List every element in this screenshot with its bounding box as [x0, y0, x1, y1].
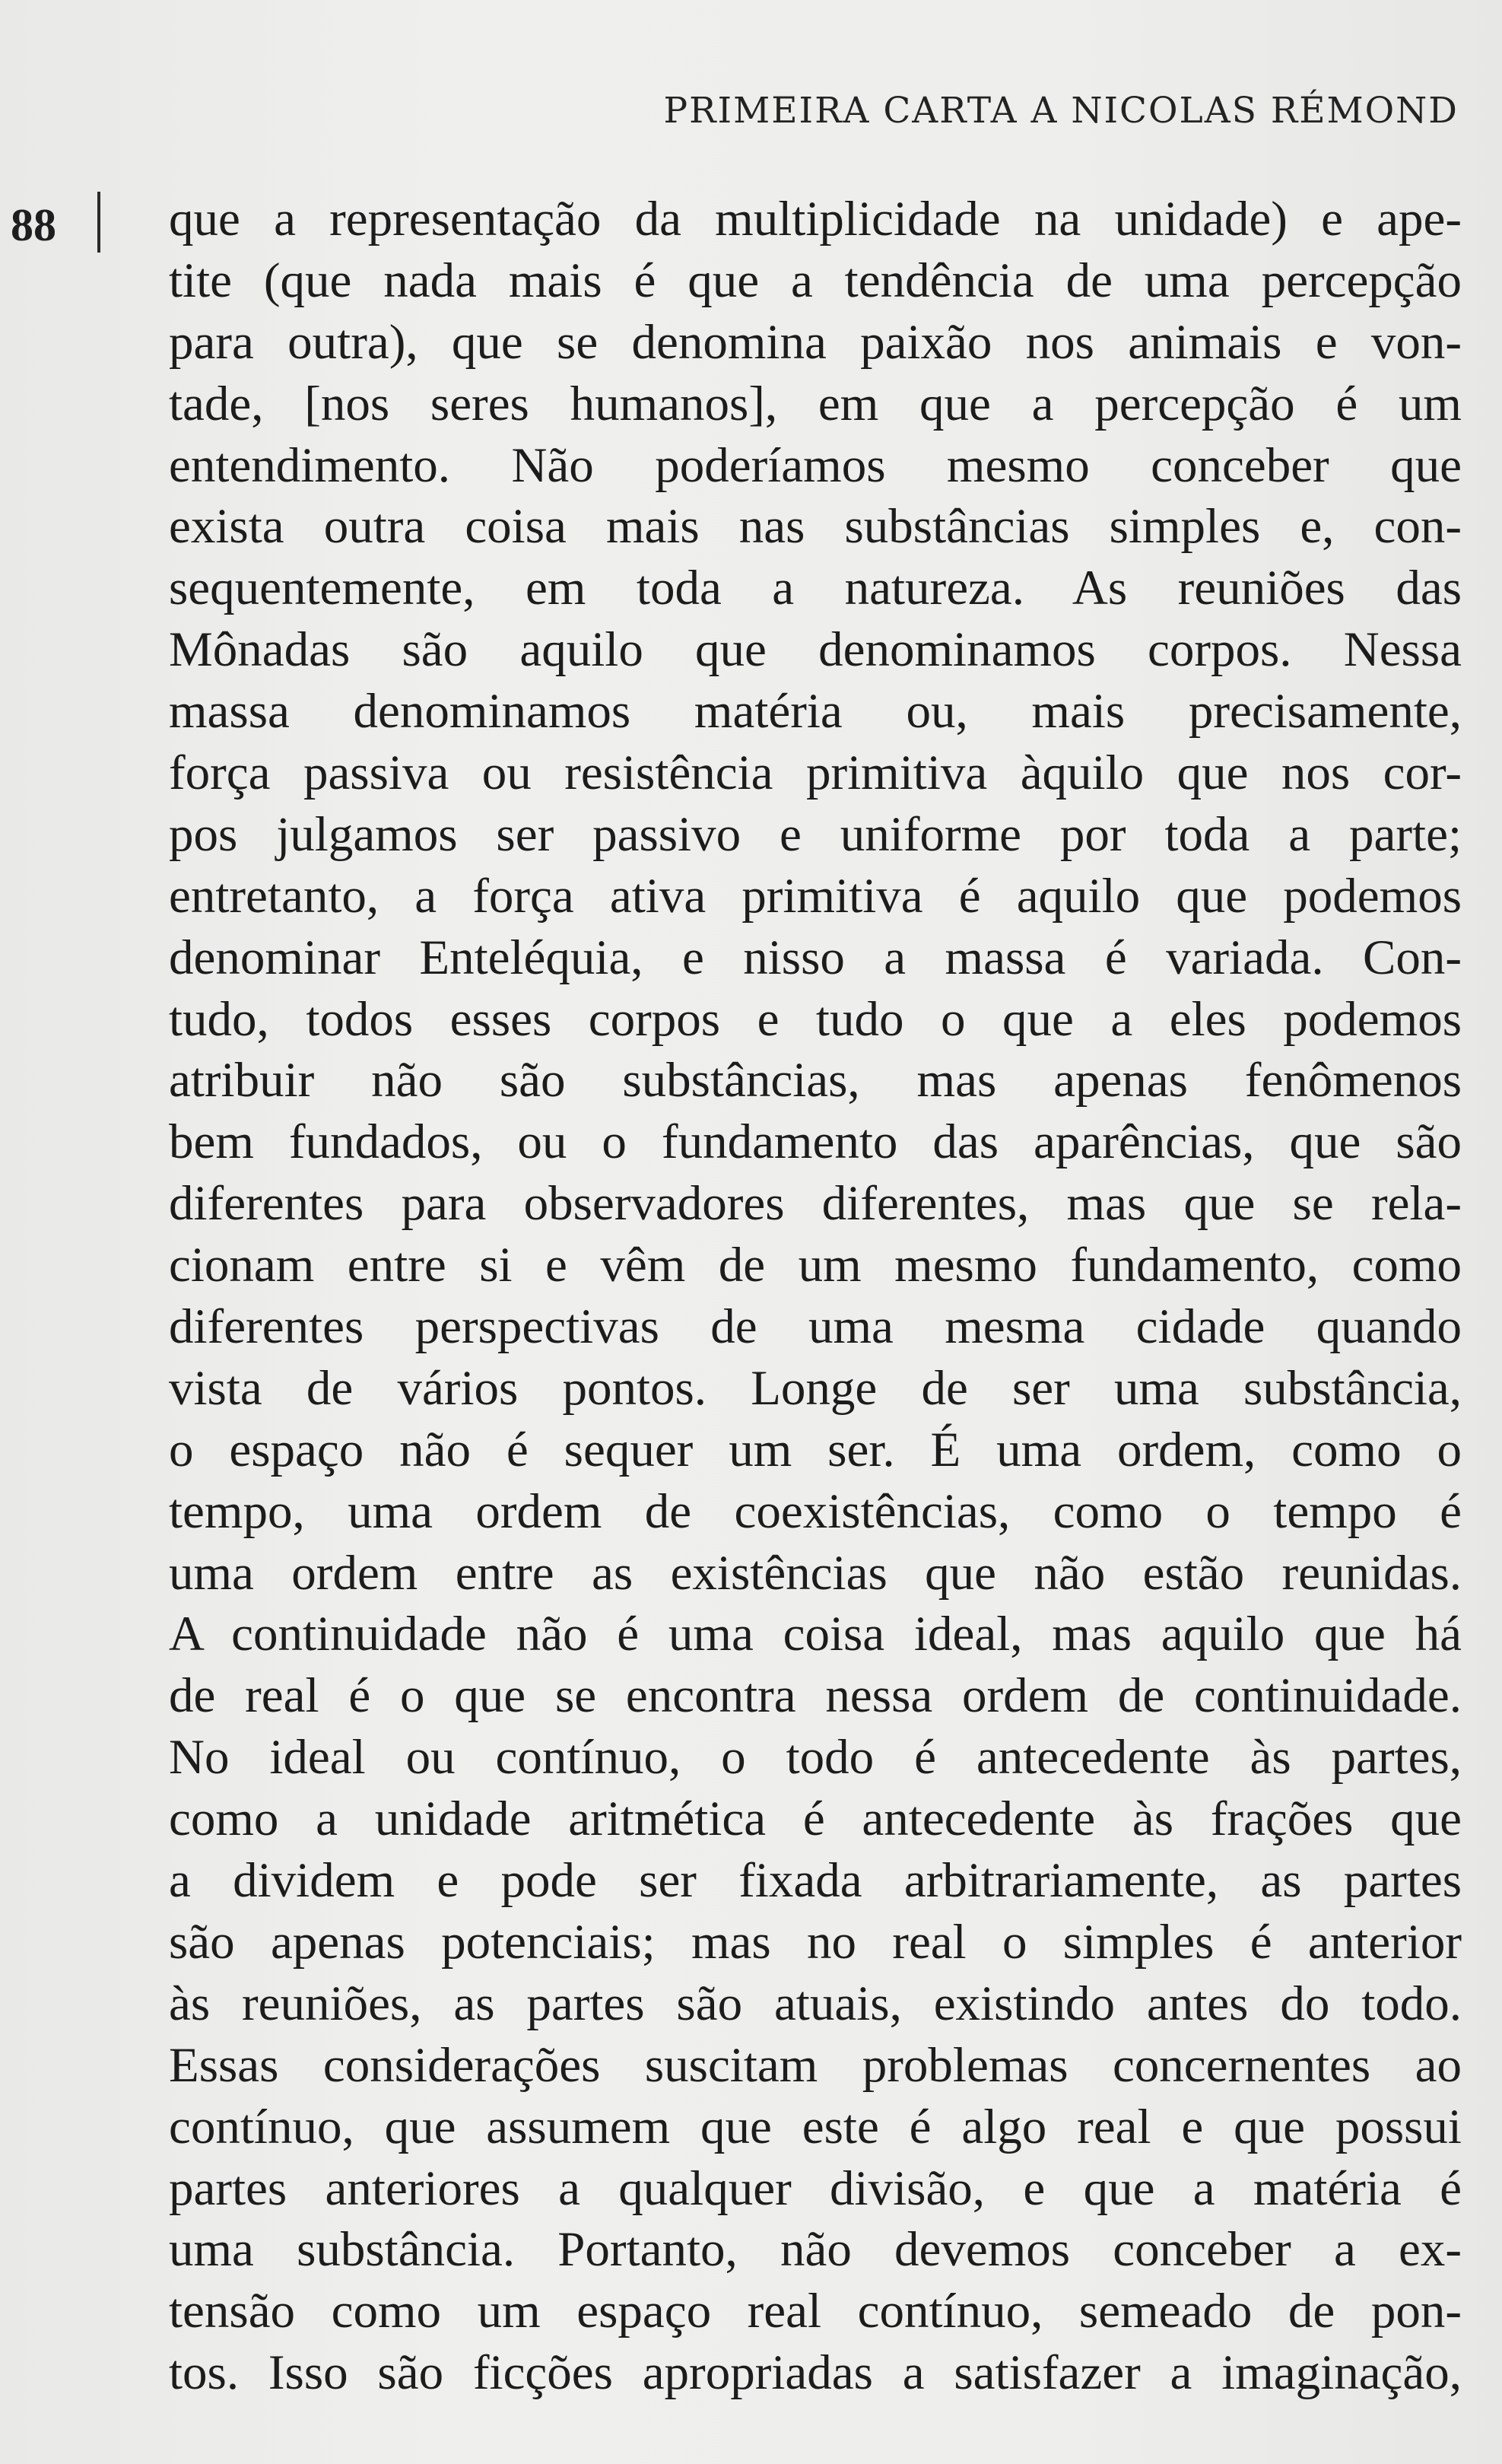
text-line: tudo, todos esses corpos e tudo o que a eles podemos — [169, 991, 1462, 1047]
text-line: exista outra coisa mais nas substâncias simples e, con- — [169, 499, 1462, 555]
text-line: a dividem e pode ser fixada arbitrariamente, as partes — [169, 1853, 1462, 1909]
text-line: às reuniões, as partes são atuais, existindo antes do todo. — [169, 1976, 1462, 2031]
text-line: entendimento. Não poderíamos mesmo conceber que — [169, 437, 1462, 493]
body-text — [169, 189, 1462, 2404]
text-line: partes anteriores a qualquer divisão, e que a matéria é — [169, 2160, 1462, 2216]
text-line: uma substância. Portanto, não devemos conceber a ex- — [169, 2222, 1462, 2278]
text-line: diferentes para observadores diferentes, mas que se rela- — [169, 1176, 1462, 1232]
text-line: para outra), que se denomina paixão nos animais e von- — [169, 314, 1462, 370]
text-line: são apenas potenciais; mas no real o simples é anterior — [169, 1914, 1462, 1970]
text-line: vista de vários pontos. Longe de ser uma substância, — [169, 1360, 1462, 1416]
text-line: cionam entre si e vêm de um mesmo fundamento, como — [169, 1238, 1462, 1293]
running-head: PRIMEIRA CARTA A NICOLAS RÉMOND — [663, 90, 1459, 132]
text-line: A continuidade não é uma coisa ideal, mas aquilo que há — [169, 1607, 1462, 1662]
text-line: tade, [nos seres humanos], em que a percepção é um — [169, 376, 1462, 431]
margin-divider — [97, 192, 100, 253]
text-line: Essas considerações suscitam problemas concernentes ao — [169, 2037, 1462, 2093]
text-line: tensão como um espaço real contínuo, semeado de pon- — [169, 2284, 1462, 2339]
text-line: uma ordem entre as existências que não estão reunidas. — [169, 1545, 1462, 1601]
text-line: denominar Enteléquia, e nisso a massa é variada. Con- — [169, 930, 1462, 985]
text-line: bem fundados, ou o fundamento das aparências, que são — [169, 1114, 1462, 1170]
text-line: tempo, uma ordem de coexistências, como o tempo é — [169, 1483, 1462, 1539]
text-line: entretanto, a força ativa primitiva é aquilo que podemos — [169, 868, 1462, 924]
text-line: sequentemente, em toda a natureza. As reuniões das — [169, 561, 1462, 616]
text-line: força passiva ou resistência primitiva àquilo que nos cor- — [169, 746, 1462, 801]
text-line: pos julgamos ser passivo e uniforme por toda a parte; — [169, 806, 1462, 862]
text-line: massa denominamos matéria ou, mais precisamente, — [169, 684, 1462, 739]
text-line: No ideal ou contínuo, o todo é antecedente às partes, — [169, 1730, 1462, 1785]
text-line: de real é o que se encontra nessa ordem de continuidade. — [169, 1668, 1462, 1724]
text-line: o espaço não é sequer um ser. É uma ordem, como o — [169, 1422, 1462, 1477]
text-line: Mônadas são aquilo que denominamos corpos. Nessa — [169, 622, 1462, 678]
page-number: 88 — [11, 200, 56, 250]
text-line: tite (que nada mais é que a tendência de uma percepção — [169, 253, 1462, 308]
text-line: atribuir não são substâncias, mas apenas fenômenos — [169, 1053, 1462, 1108]
text-line: contínuo, que assumem que este é algo real e que possui — [169, 2099, 1462, 2154]
text-line: que a representação da multiplicidade na unidade) e ape- — [169, 192, 1462, 246]
text-line: como a unidade aritmética é antecedente às frações que — [169, 1792, 1462, 1847]
text-line: diferentes perspectivas de uma mesma cidade quando — [169, 1299, 1462, 1355]
text-line: tos. Isso são ficções apropriadas a satisfazer a imaginação, — [169, 2345, 1462, 2401]
